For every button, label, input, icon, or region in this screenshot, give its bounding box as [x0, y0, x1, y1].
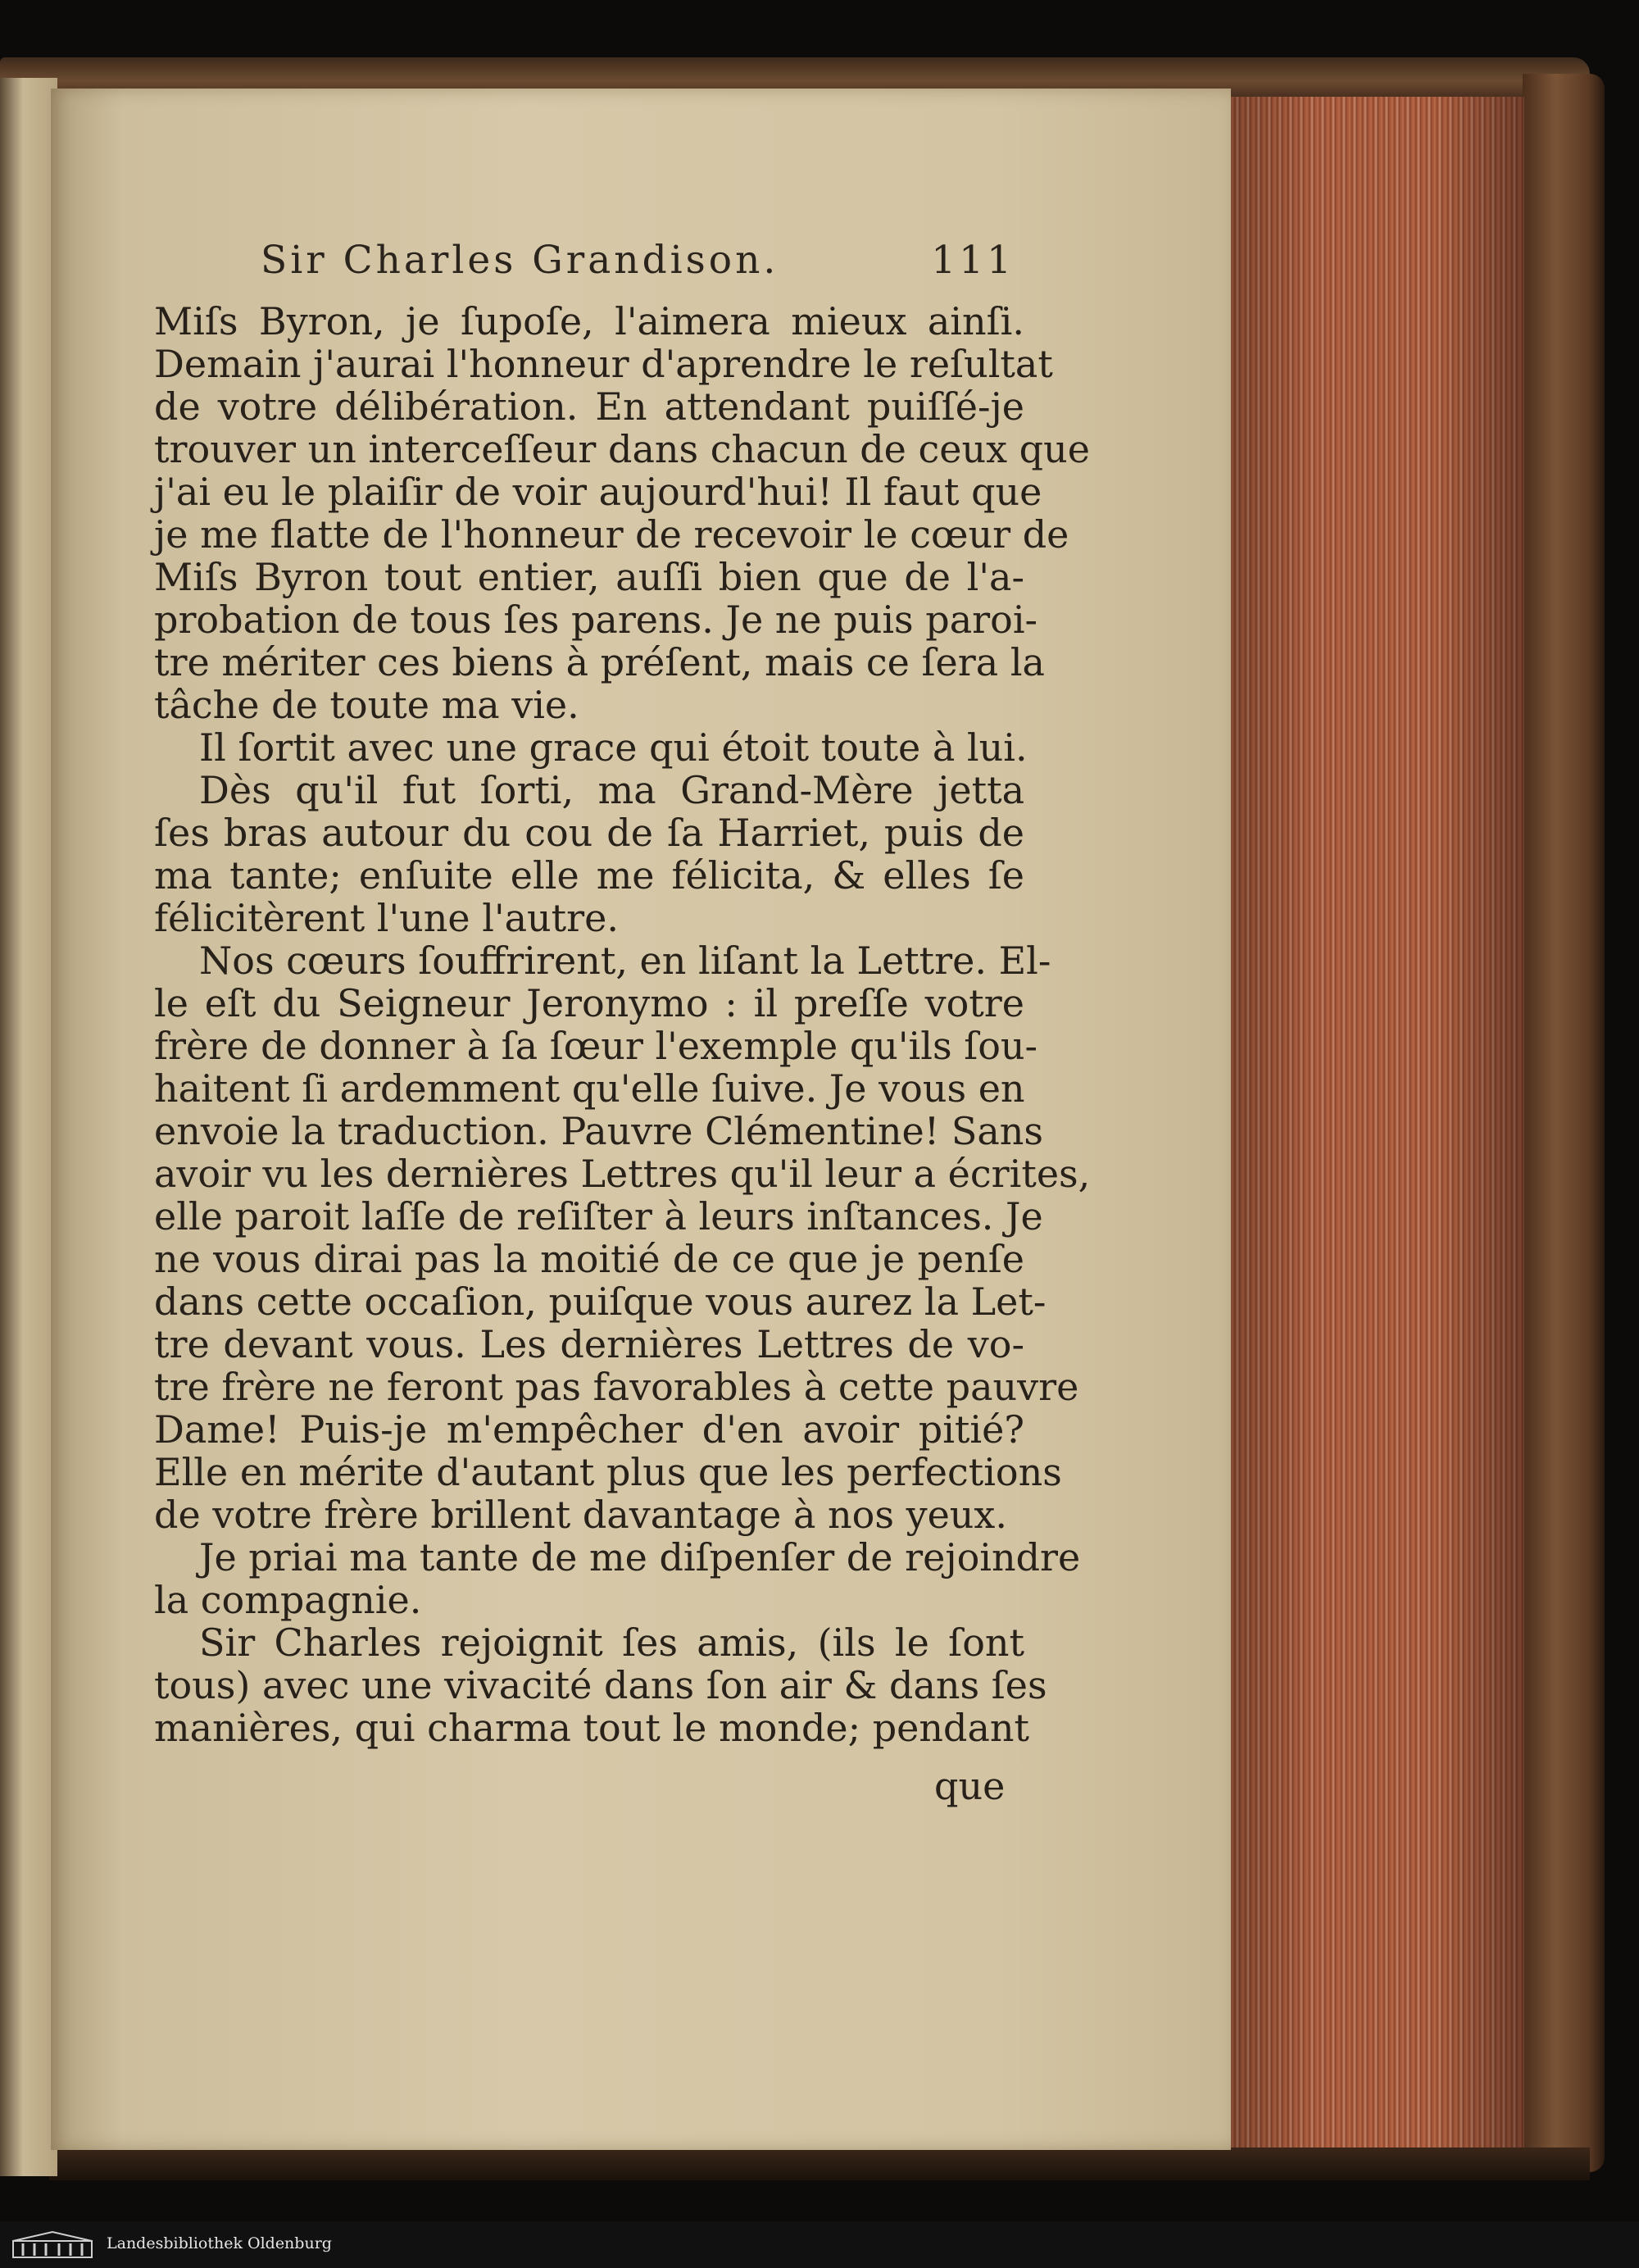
book-cover-back	[1523, 74, 1605, 2172]
text-line: probation de tous ſes parens. Je ne puis paroi-	[154, 598, 1038, 642]
text-line: tre frère ne feront pas favorables à cette pauvre	[154, 1365, 1079, 1409]
text-line: de votre frère brillent davantage à nos yeux.	[154, 1493, 1007, 1537]
text-line: tous) avec une vivacité dans ſon air & dans ſes	[154, 1663, 1047, 1707]
text-line: envoie la traduction. Pauvre Clémentine! Sans	[154, 1109, 1044, 1153]
text-line: le eſt du Seigneur Jeronymo : il preſſe votre	[154, 981, 1024, 1025]
text-line: tâche de toute ma vie.	[154, 683, 579, 727]
text-line: félicitèrent l'une l'autre.	[154, 896, 619, 940]
catchword: que	[934, 1764, 1006, 1808]
text-line: Il ſortit avec une grace qui étoit toute à lui.	[199, 725, 1028, 770]
page-number: 111	[931, 238, 1015, 283]
text-line: haitent ſi ardemment qu'elle ſuive. Je vous en	[154, 1066, 1025, 1111]
running-title: Sir Charles Grandison.	[261, 238, 779, 283]
text-line: trouver un interceſſeur dans chacun de ceux que	[154, 427, 1090, 471]
text-line: de votre délibération. En attendant puiſſé-je	[154, 384, 1024, 429]
text-line: ſes bras autour du cou de ſa Harriet, puis de	[154, 811, 1024, 855]
book-cover-bottom	[49, 2148, 1590, 2180]
text-line: la compagnie.	[154, 1578, 422, 1622]
text-line: j'ai eu le plaiſir de voir aujourd'hui! Il faut que	[154, 470, 1042, 514]
text-line: tre devant vous. Les dernières Lettres de vo-	[154, 1322, 1024, 1366]
text-line: Miſs Byron, je ſupoſe, l'aimera mieux ainſi.	[154, 299, 1024, 343]
footer-bar	[0, 2221, 1639, 2268]
text-line: frère de donner à ſa ſœur l'exemple qu'ils ſou-	[154, 1024, 1038, 1068]
facing-page-edge	[0, 78, 57, 2176]
text-line: avoir vu les dernières Lettres qu'il leur a écrites,	[154, 1152, 1091, 1196]
page-edges	[1229, 97, 1524, 2154]
text-line: elle paroit laſſe de reſiſter à leurs inſtances. Je	[154, 1194, 1043, 1239]
text-line: tre mériter ces biens à préſent, mais ce ſera la	[154, 640, 1045, 684]
text-line: Dame! Puis-je m'empêcher d'en avoir pitié?	[154, 1407, 1024, 1452]
running-header	[261, 238, 1015, 287]
text-line: Dès qu'il fut ſorti, ma Grand-Mère jetta	[199, 768, 1024, 812]
text-line: manières, qui charma tout le monde; pendant	[154, 1706, 1030, 1750]
text-line: ne vous dirai pas la moitié de ce que je penſe	[154, 1237, 1024, 1281]
text-line: Sir Charles rejoignit ſes amis, (ils le ſont	[199, 1620, 1024, 1665]
text-line: Je priai ma tante de me diſpenſer de rejoindre	[199, 1535, 1081, 1579]
text-line: Nos cœurs ſouffrirent, en liſant la Lettre. El-	[199, 939, 1051, 983]
library-building-icon	[11, 2229, 93, 2259]
text-line: ma tante; enſuite elle me félicita, & elles ſe	[154, 853, 1024, 898]
text-line: dans cette occaſion, puiſque vous aurez la Let-	[154, 1279, 1047, 1324]
text-line: Elle en mérite d'autant plus que les perfections	[154, 1450, 1062, 1494]
text-line: Demain j'aurai l'honneur d'aprendre le reſultat	[154, 342, 1053, 386]
text-line: je me flatte de l'honneur de recevoir le cœur de	[154, 512, 1069, 557]
text-line: Miſs Byron tout entier, auſſi bien que de l'a-	[154, 555, 1024, 599]
library-credit: Landesbibliothek Oldenburg	[107, 2234, 332, 2252]
